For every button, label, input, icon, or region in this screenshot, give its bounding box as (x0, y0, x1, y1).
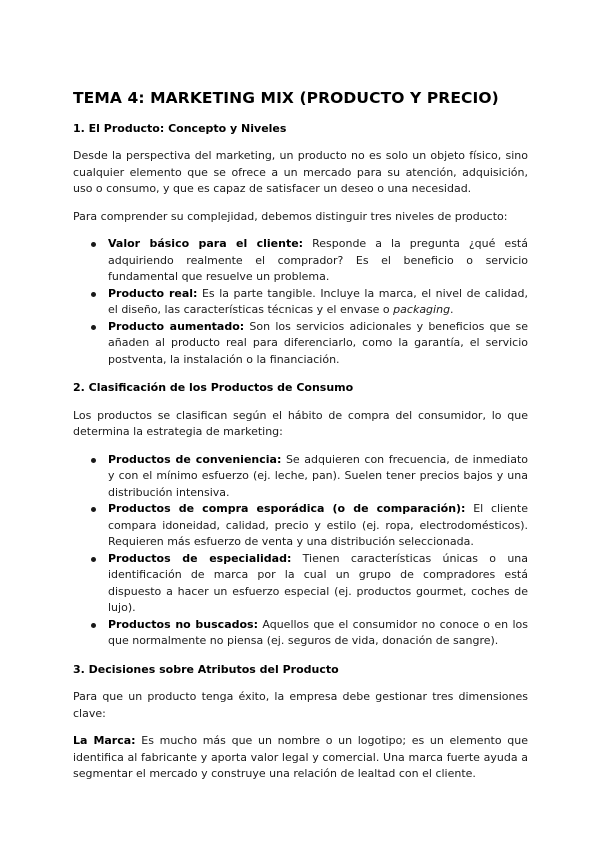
section-1-paragraph-2: Para comprender su complejidad, debemos distinguir tres niveles de producto: (73, 209, 508, 223)
list-item (108, 452, 528, 502)
list-item-text: Tienen características únicas o una identificación de marca por la cual un grupo de compradores está dispuesto a hacer un esfuerzo especial (ej. productos gourmet, coches de lujo). (108, 551, 529, 614)
section-3-heading: 3. Decisiones sobre Atributos del Producto (73, 662, 339, 676)
section-3-paragraph-1: Para que un producto tenga éxito, la empresa debe gestionar tres dimensiones clave: (73, 690, 528, 720)
list-item-text: Responde a la pregunta ¿qué está adquiriendo realmente el comprador? Es el beneficio o servicio fundamental que resuelve un problema. (108, 237, 528, 283)
list-item (108, 286, 528, 319)
list-item-term: Productos de conveniencia: (108, 452, 282, 466)
list-item-text: Se adquieren con frecuencia, de inmediato y con el mínimo esfuerzo (ej. leche, pan). Suelen tener precios bajos y una distribución intensiva. (108, 452, 529, 499)
list-item-tail: . (450, 303, 454, 316)
list-item-term: Productos no buscados: (108, 617, 259, 631)
section-2-heading: 2. Clasificación de los Productos de Consumo (73, 381, 354, 394)
product-types-list (73, 452, 528, 650)
list-item-term: Producto real: (108, 286, 198, 300)
list-item-term: Productos de compra esporádica (o de comparación): (108, 502, 466, 515)
list-item (108, 551, 528, 617)
section-2-paragraph-1: Los productos se clasifican según el hábito de compra del consumidor, lo que determina la estrategia de marketing: (73, 408, 528, 438)
list-item-term: Productos de especialidad: (108, 551, 292, 565)
marca-term: La Marca: (73, 734, 136, 747)
list-item-text: Aquellos que el consumidor no conoce o en los que normalmente no piensa (ej. seguros de vida, donación de sangre). (108, 617, 528, 647)
list-item (108, 236, 528, 286)
product-levels-list (73, 236, 528, 368)
list-item-text: Son los servicios adicionales y beneficios que se añaden al producto real para diferenciarlo, como la garantía, el servicio postventa, la instalación o la financiación. (108, 319, 528, 366)
list-item (108, 501, 528, 551)
section-1-heading: 1. El Producto: Concepto y Niveles (73, 121, 287, 135)
list-item-term: Valor básico para el cliente: (108, 237, 304, 250)
list-item-text: El cliente compara idoneidad, calidad, precio y estilo (ej. ropa, electrodomésticos). Requieren más esfuerzo de venta y una distribución seleccionada. (108, 502, 528, 548)
list-item-text: Es la parte tangible. Incluye la marca, el nivel de calidad, el diseño, las características técnicas y el envase o (108, 286, 528, 316)
section-1-paragraph-1: Desde la perspectiva del marketing, un producto no es solo un objeto físico, sino cualquier elemento que se ofrece a un mercado para su atención, adquisición, uso o consumo, y que es capaz de satisfacer un deseo o una necesidad. (73, 149, 528, 195)
list-item (108, 617, 528, 650)
marca-text: Es mucho más que un nombre o un logotipo; es un elemento que identifica al fabricante y aporta valor legal y comercial. Una marca fuerte ayuda a segmentar el mercado y construye una relación de lealtad con el cliente. (73, 734, 528, 780)
list-item-emphasis: packaging (393, 303, 451, 316)
page-title: TEMA 4: MARKETING MIX (PRODUCTO Y PRECIO) (73, 89, 499, 107)
list-item-term: Producto aumentado: (108, 319, 245, 333)
marca-paragraph (73, 733, 528, 783)
list-item (108, 319, 528, 369)
